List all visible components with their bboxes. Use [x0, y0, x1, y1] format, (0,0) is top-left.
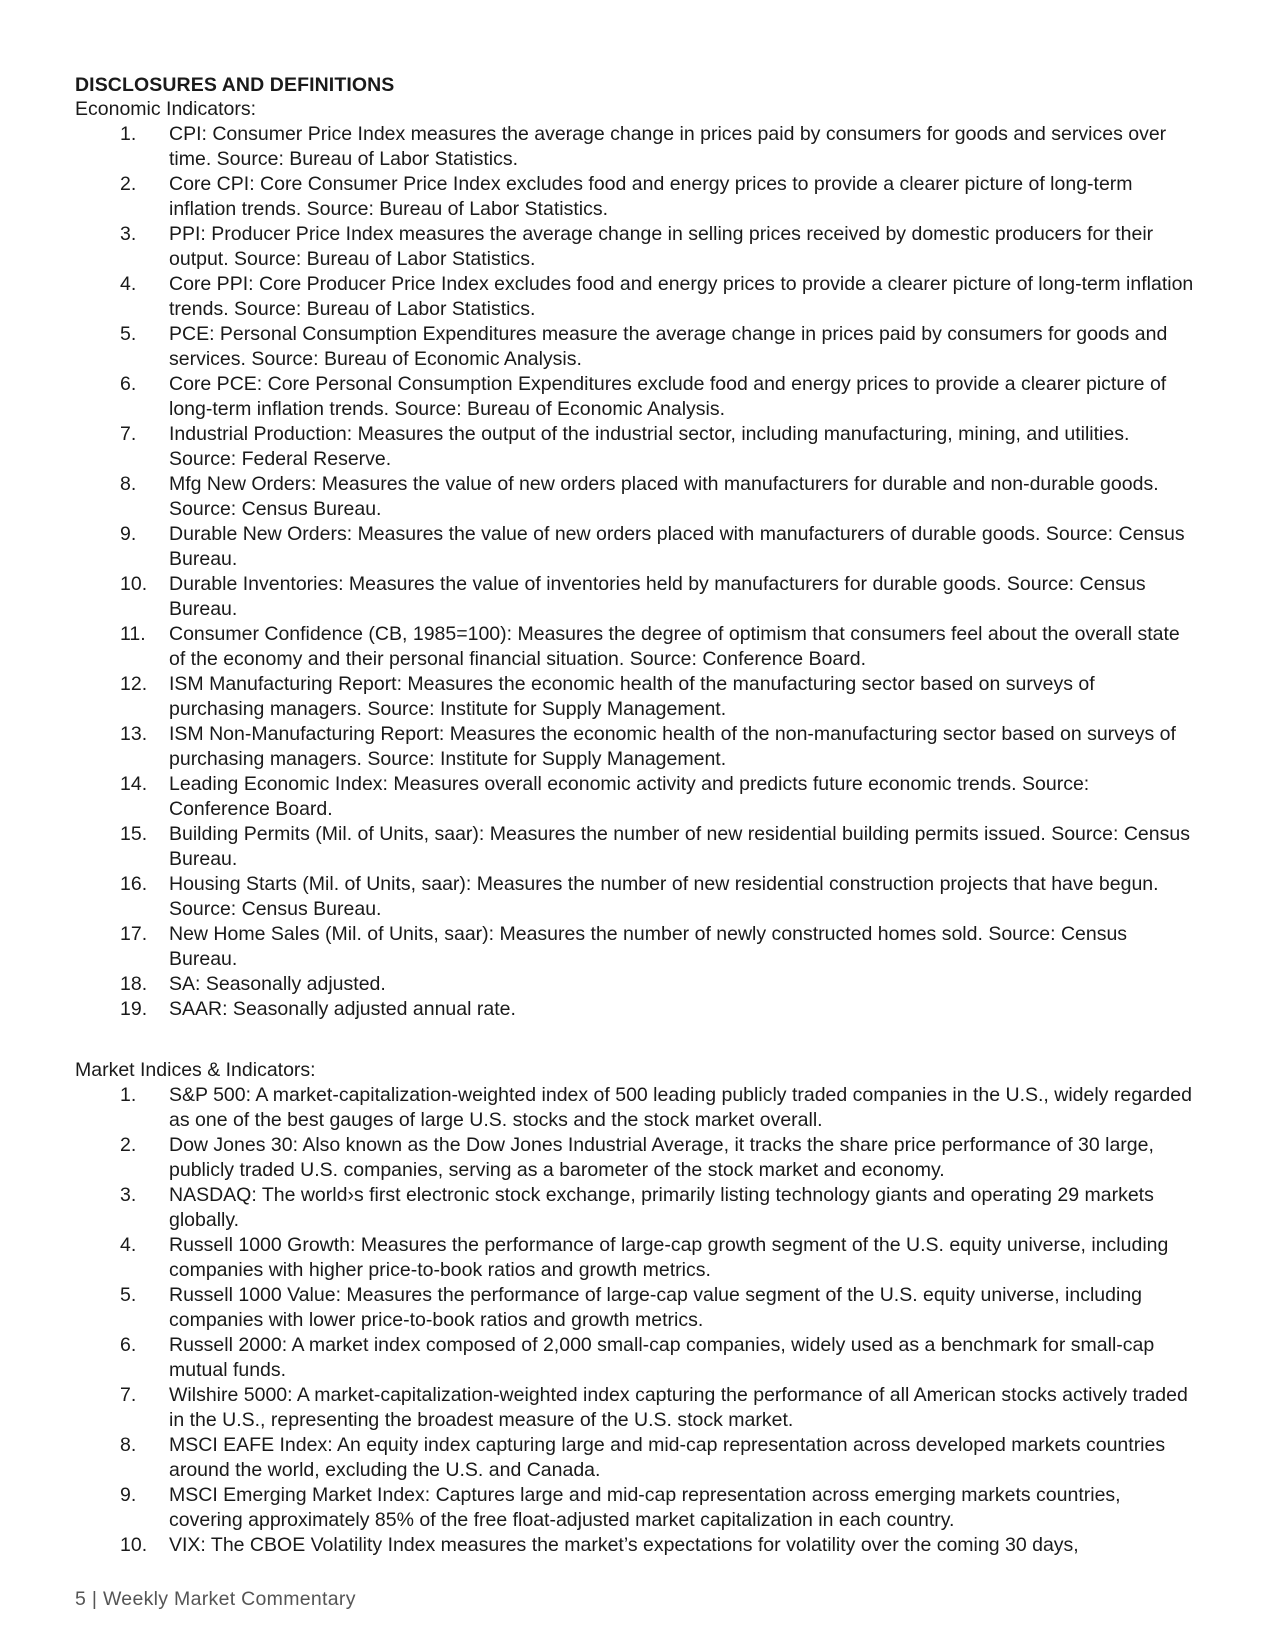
list-item-number: 7.: [120, 1384, 137, 1406]
list-item-text: PCE: Personal Consumption Expenditures measure the average change in prices paid by consumers for goods and services. Source: Bureau of Economic Analysis.: [169, 323, 1168, 370]
list-item-text: VIX: The CBOE Volatility Index measures the market’s expectations for volatility over the coming 30 days,: [169, 1534, 1079, 1556]
list-item-text: MSCI EAFE Index: An equity index capturing large and mid-cap representation across developed markets countries around the world, excluding the U.S. and Canada.: [169, 1434, 1166, 1481]
list-item-number: 5.: [120, 1284, 137, 1306]
page-title: DISCLOSURES AND DEFINITIONS: [75, 74, 395, 96]
list-item-text: Building Permits (Mil. of Units, saar): Measures the number of new residential building permits issued. Source: Census Bureau.: [169, 823, 1190, 870]
list-item-text: MSCI Emerging Market Index: Captures large and mid-cap representation across emerging markets countries, covering approximately 85% of the free float-adjusted market capitalization in each country.: [169, 1484, 1121, 1531]
market-indices-list: [75, 1083, 1205, 1558]
list-item-text: NASDAQ: The world›s first electronic stock exchange, primarily listing technology giants and operating 29 markets globally.: [169, 1184, 1154, 1231]
list-item: [75, 822, 1205, 872]
list-item: [75, 772, 1205, 822]
section-heading-market: Market Indices & Indicators:: [75, 1059, 316, 1081]
list-item: [75, 522, 1205, 572]
list-item: [75, 997, 1205, 1022]
list-item-text: Russell 1000 Growth: Measures the performance of large-cap growth segment of the U.S. equity universe, including companies with higher price-to-book ratios and growth metrics.: [169, 1234, 1169, 1281]
list-item: [75, 1483, 1205, 1533]
list-item-number: 8.: [120, 1434, 137, 1456]
list-item-number: 13.: [120, 723, 148, 745]
list-item-number: 19.: [120, 998, 148, 1020]
list-item-number: 1.: [120, 123, 137, 145]
page-content: [75, 73, 1205, 1558]
list-item: [75, 572, 1205, 622]
list-item-number: 8.: [120, 473, 137, 495]
list-item-number: 3.: [120, 223, 137, 245]
list-item: [75, 1133, 1205, 1183]
list-item: [75, 472, 1205, 522]
list-item: [75, 1233, 1205, 1283]
list-item-text: SA: Seasonally adjusted.: [169, 973, 386, 995]
list-item-text: ISM Non-Manufacturing Report: Measures the economic health of the non-manufacturing sector based on surveys of purchasing managers. Source: Institute for Supply Management.: [169, 723, 1176, 770]
list-item-number: 15.: [120, 823, 148, 845]
list-item: [75, 622, 1205, 672]
list-item-number: 17.: [120, 923, 148, 945]
list-item-text: ISM Manufacturing Report: Measures the economic health of the manufacturing sector based on surveys of purchasing managers. Source: Institute for Supply Management.: [169, 673, 1095, 720]
list-item-number: 11.: [120, 623, 146, 645]
list-item-number: 5.: [120, 323, 137, 345]
list-item-text: Consumer Confidence (CB, 1985=100): Measures the degree of optimism that consumers feel about the overall state of the economy and their personal financial situation. Source: Conference Board.: [169, 623, 1180, 670]
list-item: [75, 672, 1205, 722]
list-item-number: 2.: [120, 1134, 137, 1156]
list-item-text: Dow Jones 30: Also known as the Dow Jones Industrial Average, it tracks the share price performance of 30 large, publicly traded U.S. companies, serving as a barometer of the stock market and economy.: [169, 1134, 1154, 1181]
market-indices-section: [75, 1058, 1205, 1558]
economic-indicators-section: [75, 97, 1205, 1022]
list-item-text: Industrial Production: Measures the output of the industrial sector, including manufacturing, mining, and utilities. Source: Federal Reserve.: [169, 423, 1130, 470]
list-item-number: 14.: [120, 773, 148, 795]
list-item: [75, 1283, 1205, 1333]
list-item: [75, 972, 1205, 997]
list-item: [75, 1333, 1205, 1383]
economic-indicators-list: [75, 122, 1205, 1022]
list-item: [75, 372, 1205, 422]
list-item-text: Durable New Orders: Measures the value of new orders placed with manufacturers of durable goods. Source: Census Bureau.: [169, 523, 1185, 570]
list-item: [75, 922, 1205, 972]
list-item-text: CPI: Consumer Price Index measures the average change in prices paid by consumers for goods and services over time. Source: Bureau of Labor Statistics.: [169, 123, 1167, 170]
list-item: [75, 1083, 1205, 1133]
list-item-text: Mfg New Orders: Measures the value of new orders placed with manufacturers for durable and non-durable goods. Source: Census Bureau.: [169, 473, 1159, 520]
list-item: [75, 122, 1205, 172]
list-item-number: 18.: [120, 973, 148, 995]
list-item: [75, 872, 1205, 922]
list-item-number: 16.: [120, 873, 148, 895]
list-item-number: 9.: [120, 523, 137, 545]
list-item-number: 10.: [120, 1534, 148, 1556]
list-item-number: 2.: [120, 173, 137, 195]
list-item-number: 6.: [120, 373, 137, 395]
list-item-text: New Home Sales (Mil. of Units, saar): Measures the number of newly constructed homes sold. Source: Census Bureau.: [169, 923, 1128, 970]
list-item-number: 4.: [120, 1234, 137, 1256]
list-item-text: Russell 1000 Value: Measures the performance of large-cap value segment of the U.S. equity universe, including companies with lower price-to-book ratios and growth metrics.: [169, 1284, 1143, 1331]
list-item: [75, 1383, 1205, 1433]
list-item: [75, 1533, 1205, 1558]
list-item-text: Housing Starts (Mil. of Units, saar): Measures the number of new residential construction projects that have begun. Source: Census Bureau.: [169, 873, 1159, 920]
list-item-number: 10.: [120, 573, 148, 595]
list-item-number: 12.: [120, 673, 148, 695]
list-item-text: Core PPI: Core Producer Price Index excludes food and energy prices to provide a clearer picture of long-term inflation trends. Source: Bureau of Labor Statistics.: [169, 273, 1194, 320]
list-item-text: Russell 2000: A market index composed of 2,000 small-cap companies, widely used as a benchmark for small-cap mutual funds.: [169, 1334, 1155, 1381]
section-heading-economic: Economic Indicators:: [75, 98, 256, 120]
list-item-text: Wilshire 5000: A market-capitalization-weighted index capturing the performance of all American stocks actively traded in the U.S., representing the broadest measure of the U.S. stock market.: [169, 1384, 1188, 1431]
list-item-number: 7.: [120, 423, 137, 445]
list-item-number: 1.: [120, 1084, 137, 1106]
list-item: [75, 272, 1205, 322]
list-item-number: 9.: [120, 1484, 137, 1506]
section-spacer: [75, 1022, 1205, 1058]
list-item-text: SAAR: Seasonally adjusted annual rate.: [169, 998, 516, 1020]
list-item: [75, 422, 1205, 472]
list-item-text: Core PCE: Core Personal Consumption Expenditures exclude food and energy prices to provide a clearer picture of long-term inflation trends. Source: Bureau of Economic Analysis.: [169, 373, 1167, 420]
list-item: [75, 322, 1205, 372]
list-item-text: Core CPI: Core Consumer Price Index excludes food and energy prices to provide a clearer picture of long-term inflation trends. Source: Bureau of Labor Statistics.: [169, 173, 1133, 220]
list-item: [75, 222, 1205, 272]
list-item-text: Durable Inventories: Measures the value of inventories held by manufacturers for durable goods. Source: Census Bureau.: [169, 573, 1146, 620]
list-item: [75, 722, 1205, 772]
list-item-text: PPI: Producer Price Index measures the average change in selling prices received by domestic producers for their output. Source: Bureau of Labor Statistics.: [169, 223, 1154, 270]
list-item-number: 3.: [120, 1184, 137, 1206]
list-item-text: Leading Economic Index: Measures overall economic activity and predicts future economic trends. Source: Conference Board.: [169, 773, 1090, 820]
list-item: [75, 172, 1205, 222]
list-item: [75, 1183, 1205, 1233]
list-item-number: 4.: [120, 273, 137, 295]
list-item-text: S&P 500: A market-capitalization-weighted index of 500 leading publicly traded companies in the U.S., widely regarded as one of the best gauges of large U.S. stocks and the stock market overall.: [169, 1084, 1192, 1131]
list-item-number: 6.: [120, 1334, 137, 1356]
page-footer: 5 | Weekly Market Commentary: [75, 1588, 356, 1610]
list-item: [75, 1433, 1205, 1483]
